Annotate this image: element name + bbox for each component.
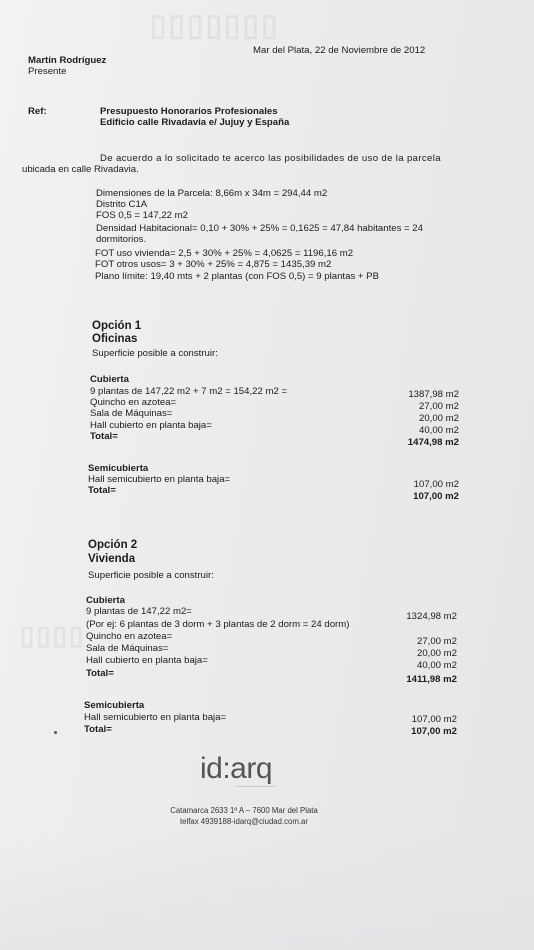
footer-contact: telfax 4939188-idarq@ciudad.com.ar — [180, 817, 308, 826]
watermark-middle: ▯▯▯▯ — [20, 620, 86, 650]
option1-covered-item-1-label: 9 plantas de 147,22 m2 + 7 m2 = 154,22 m2 = — [90, 386, 288, 397]
ref-label: Ref: — [28, 106, 47, 117]
option1-covered-item-2-value: 27,00 m2 — [418, 401, 459, 412]
stray-dot — [54, 731, 57, 734]
parcel-dimensions: Dimensiones de la Parcela: 8,66m x 34m = 294,44 m2 — [96, 188, 328, 199]
option2-covered-item-3-value: 40,00 m2 — [416, 660, 457, 671]
option2-covered-item-2-value: 20,00 m2 — [416, 648, 457, 659]
option2-covered-line1-label: 9 plantas de 147,22 m2= — [86, 606, 192, 617]
option1-covered-item-4-label: Hall cubierto en planta baja= — [90, 420, 212, 431]
option2-semi-total-label: Total= — [84, 724, 112, 735]
option1-semi-item-label: Hall semicubierto en planta baja= — [88, 474, 231, 485]
option2-covered-line2: (Por ej: 6 plantas de 3 dorm + 3 plantas de 2 dorm = 24 dorm) — [86, 619, 350, 630]
watermark-top: ▯▯▯▯▯▯▯ — [150, 9, 280, 42]
option1-semi-heading: Semicubierta — [88, 463, 149, 474]
option2-subtitle: Superficie posible a construir: — [88, 570, 214, 581]
option1-subtitle: Superficie posible a construir: — [92, 348, 218, 359]
ref-line-1: Presupuesto Honorarios Profesionales — [100, 106, 278, 117]
company-logo: id:arq — [200, 752, 273, 785]
option2-covered-total-label: Total= — [86, 668, 114, 679]
option1-covered-total-label: Total= — [90, 431, 118, 442]
option2-title: Opción 2 — [88, 539, 138, 551]
parcel-density-2: dormitorios. — [96, 234, 147, 245]
footer-address: Catamarca 2633 1º A – 7600 Mar del Plata — [170, 806, 318, 815]
bottom-shadow — [0, 830, 534, 950]
place-date: Mar del Plata, 22 de Noviembre de 2012 — [253, 45, 426, 56]
option1-use: Oficinas — [92, 333, 138, 345]
option1-covered-item-3-value: 20,00 m2 — [418, 413, 459, 424]
option2-covered-item-2-label: Sala de Máquinas= — [86, 643, 169, 654]
option2-semi-total-value: 107,00 m2 — [411, 726, 457, 737]
option2-semi-heading: Semicubierta — [84, 700, 145, 711]
option2-semi-item-value: 107,00 m2 — [411, 714, 457, 725]
option1-covered-item-1-value: 1387,98 m2 — [408, 389, 459, 400]
option1-semi-item-value: 107,00 m2 — [413, 479, 459, 490]
option2-covered-item-1-value: 27,00 m2 — [416, 636, 457, 647]
recipient-name: Martín Rodríguez — [28, 55, 107, 66]
option1-covered-item-2-label: Quincho en azotea= — [90, 397, 177, 408]
option2-covered-line1-value: 1324,98 m2 — [406, 611, 457, 622]
logo-underline-mark — [236, 786, 276, 787]
option1-semi-total-value: 107,00 m2 — [413, 491, 459, 502]
option2-semi-item-label: Hall semicubierto en planta baja= — [84, 712, 227, 723]
recipient-status: Presente — [28, 66, 67, 77]
option2-covered-item-3-label: Hall cubierto en planta baja= — [86, 655, 208, 666]
option1-covered-total-value: 1474,98 m2 — [407, 437, 459, 448]
option1-covered-heading: Cubierta — [90, 374, 129, 385]
parcel-fos: FOS 0,5 = 147,22 m2 — [96, 210, 188, 221]
parcel-fot-housing: FOT uso vivienda= 2,5 + 30% + 25% = 4,0625 = 1196,16 m2 — [95, 248, 354, 259]
intro-line-1: De acuerdo a lo solicitado te acerco las posibilidades de uso de la parcela — [100, 153, 441, 164]
intro-line-2: ubicada en calle Rivadavia. — [22, 164, 139, 175]
option2-covered-item-1-label: Quincho en azotea= — [86, 631, 173, 642]
option1-semi-total-label: Total= — [88, 485, 116, 496]
ref-line-2: Edificio calle Rivadavia e/ Jujuy y España — [100, 117, 290, 128]
parcel-height-limit: Plano límite: 19,40 mts + 2 plantas (con FOS 0,5) = 9 plantas + PB — [95, 271, 379, 282]
parcel-density-1: Densidad Habitacional= 0,10 + 30% + 25% = 0,1625 = 47,84 habitantes = 24 — [96, 223, 423, 234]
option1-title: Opción 1 — [92, 320, 142, 332]
option1-covered-item-3-label: Sala de Máquinas= — [90, 408, 173, 419]
option2-covered-total-value: 1411,98 m2 — [406, 674, 457, 685]
parcel-district: Distrito C1A — [96, 199, 148, 210]
parcel-fot-other: FOT otros usos= 3 + 30% + 25% = 4,875 = 1435,39 m2 — [95, 259, 332, 270]
option1-covered-item-4-value: 40,00 m2 — [418, 425, 459, 436]
option2-use: Vivienda — [88, 553, 136, 565]
option2-covered-heading: Cubierta — [86, 595, 125, 606]
